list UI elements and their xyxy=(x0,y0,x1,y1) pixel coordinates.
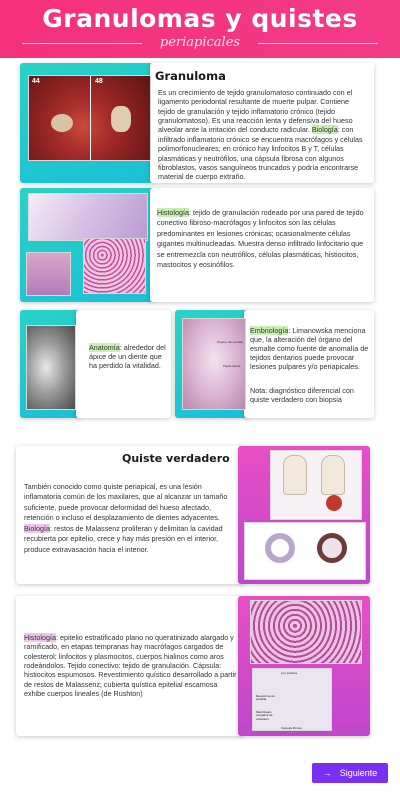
anatomia-label: Anatomía xyxy=(89,343,120,352)
embrio-label-a: Órgano del esmalte xyxy=(217,340,244,344)
anatomia-xray xyxy=(26,325,76,410)
histologia-granuloma-body: : tejido de granulación rodeado por una pared de tejido conectivo fibroso-macrófagos y linfocitos son las células predominantes en lesiones crónicas; ocasionalmente células gigantes multinucleadas. Muestra denso infiltrado linfocitario que se entremezcla con neutrófilos, células plasmáticas, histiocitos, mastocitos y eosinófilos. xyxy=(157,208,364,270)
arrow-right-icon: → xyxy=(322,768,332,778)
histo-label-c: Macrófagos cargados de colesterol xyxy=(256,710,273,721)
histologia-quiste-micrograph-1 xyxy=(250,600,362,664)
quiste-text xyxy=(24,482,240,555)
histologia-quiste-micrograph-2 xyxy=(252,668,332,731)
page-title: Granulomas y quistes xyxy=(42,4,358,33)
cyst-ring-left xyxy=(265,533,295,563)
histology-micrograph-1 xyxy=(28,193,148,241)
extracted-tooth-shape xyxy=(111,106,131,132)
histologia-granuloma-text xyxy=(157,208,369,271)
periapical-lesion xyxy=(326,495,342,511)
granuloma-text xyxy=(158,88,368,182)
embriologia-label: Embriología xyxy=(250,326,289,335)
granuloma-biologia-text: : con infiltrado inflamatorio crónico se encuentra macrófagos y células polimorfonucleares; en crónico hay linfocitos B y T, células plasmáticas y neutrófilos, una cápsula fibrosa con algunos fibroblastos, vasos sanguíneos truncados y podría encontrarse material de cuerpo extraño. xyxy=(158,125,363,182)
cyst-ring-right xyxy=(317,533,347,563)
quiste-biologia-text: : restos de Malassenz proliferan y delimitan la cavidad recubierta por epitelio, crece y hay más presión en el interior, produce extravasación hacia el interior. xyxy=(24,523,223,554)
granuloma-biologia-label: Biología xyxy=(311,125,338,135)
embriologia-micrograph xyxy=(182,318,246,410)
next-button-label: Siguiente xyxy=(339,768,378,778)
granuloma-description: Es un crecimiento de tejido granulomatoso continuado con el ligamento periodontal resultante de muerte pulpar. Contiene tejido de granulación y tejido inflamatorio crónico (tejido granulomatoso). Es una reacción lenta y defensiva del hueso alveolar ante la irritación del conducto radicular. xyxy=(158,88,353,135)
quiste-title: Quiste verdadero xyxy=(122,452,230,465)
histo-label-a: Luz quística xyxy=(281,671,298,675)
next-button[interactable] xyxy=(312,763,388,783)
anatomia-text xyxy=(89,343,167,370)
histologia-quiste-text xyxy=(24,633,238,699)
histology-micrograph-2 xyxy=(83,238,146,294)
histologia-quiste-body: : epitelio estratificado plano no queratinizado alargado y ramificado, en etapas tempranas hay macrófagos cargados de colesterol; linfocitos y plasmocitos, cuerpos hialinos como aros rodeándolos. Tejido conectivo: tejido de granulación. Cápsula: histiocitos espumosos. Revestimiento quístico desarrollado a partir de restos de Malassenz; cubierta quística epitelial escamosa exhibe cuerpos lineales (de Rushton) xyxy=(24,633,237,699)
page-header xyxy=(0,0,400,58)
photo-label-44: 44 xyxy=(32,78,40,85)
embriologia-text xyxy=(250,326,372,371)
histo-label-b: Revestimiento epitelial xyxy=(256,694,276,702)
photo-label-48: 48 xyxy=(95,78,103,85)
quiste-histology-diagram xyxy=(244,522,366,580)
granuloma-title: Granuloma xyxy=(155,69,226,83)
tooth-root-shape xyxy=(51,114,73,132)
quiste-description: También conocido como quiste periapical, es una lesión inflamatoria común de los maxilares, que al alcanzar un tamaño suficiente, puede provocar deformidad del hueso afectado, retención o incluso el desplazamiento de dientes adyacentes. xyxy=(24,482,228,523)
histo-label-d: Cápsula fibrosa xyxy=(281,726,302,730)
histologia-quiste-label: Histología xyxy=(24,633,56,642)
embrio-label-b: Papila dental xyxy=(223,364,241,368)
embriologia-note: Nota: diagnóstico diferencial con quiste verdadero con biopsia xyxy=(250,386,354,404)
quiste-biologia-label: Biología xyxy=(24,523,50,533)
subtitle-rule-right xyxy=(258,43,378,44)
anatomia-body: : alrededor del ápice de un diente que ha perdido la vitalidad. xyxy=(89,343,166,370)
quiste-tooth-diagram xyxy=(270,450,362,520)
page-subtitle: periapicales xyxy=(159,35,241,50)
histologia-granuloma-label: Histología xyxy=(157,208,189,217)
tooth-crown-left xyxy=(283,455,307,495)
tooth-crown-right xyxy=(321,455,345,495)
granuloma-clinical-photo xyxy=(28,75,151,161)
embriologia-body: : Limanowska menciona que, la alteración del órgano del esmalte como fuente de anomalía de tejidos dentarios puede provocar lesiones pulpares y/o periapicales. xyxy=(250,326,369,371)
histology-micrograph-3 xyxy=(26,252,71,296)
